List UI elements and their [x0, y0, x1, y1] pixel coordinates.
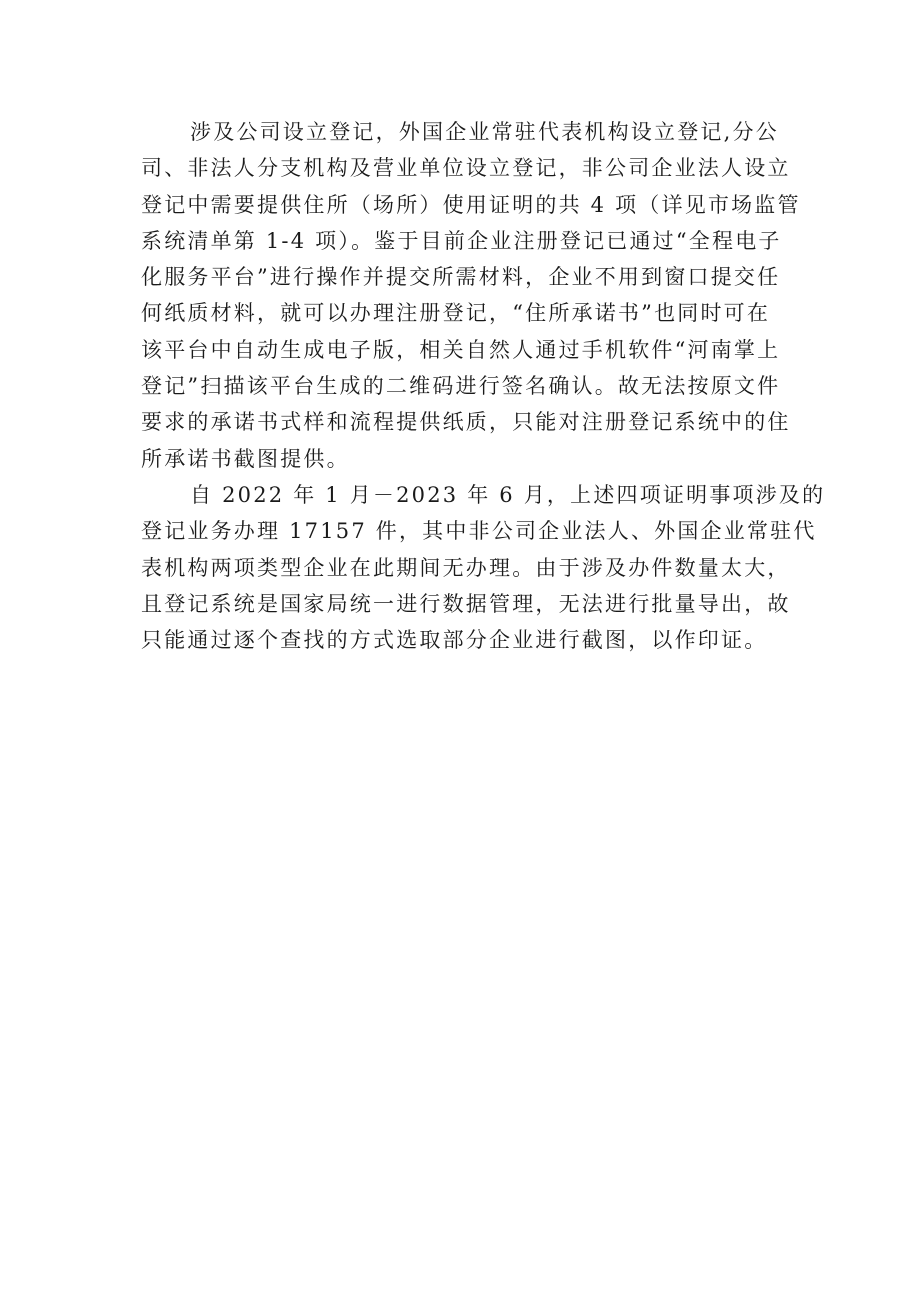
text-line: 化服务平台”进行操作并提交所需材料，企业不用到窗口提交任 — [141, 265, 781, 290]
text-line: 涉及公司设立登记，外国企业常驻代表机构设立登记,分公 — [190, 120, 779, 144]
text-line: 登记”扫描该平台生成的二维码进行签名确认。故无法按原文件 — [141, 374, 781, 399]
paragraph-1 — [141, 114, 801, 477]
text-line: 只能通过逐个查找的方式选取部分企业进行截图，以作印证。 — [141, 628, 768, 653]
text-line: 自 2022 年 1 月－2023 年 6 月，上述四项证明事项涉及的 — [190, 482, 826, 507]
document-body — [141, 114, 826, 658]
text-line: 所承诺书截图提供。 — [141, 446, 350, 471]
text-line: 登记中需要提供住所（场所）使用证明的共 4 项（详见市场监管 — [141, 192, 801, 217]
text-line: 系统清单第 1-4 项）。鉴于目前企业注册登记已通过“全程电子 — [141, 228, 782, 253]
text-line: 表机构两项类型企业在此期间无办理。由于涉及办件数量太大， — [141, 555, 791, 580]
text-line: 该平台中自动生成电子版，相关自然人通过手机软件“河南掌上 — [141, 337, 781, 362]
text-line: 司、非法人分支机构及营业单位设立登记，非公司企业法人设立 — [141, 156, 791, 181]
text-line: 登记业务办理 17157 件，其中非公司企业法人、外国企业常驻代 — [141, 519, 817, 544]
text-line: 何纸质材料，就可以办理注册登记，“住所承诺书”也同时可在 — [141, 301, 771, 326]
paragraph-2 — [141, 477, 826, 658]
text-line: 要求的承诺书式样和流程提供纸质，只能对注册登记系统中的住 — [141, 410, 791, 435]
text-line: 且登记系统是国家局统一进行数据管理，无法进行批量导出，故 — [141, 591, 791, 616]
